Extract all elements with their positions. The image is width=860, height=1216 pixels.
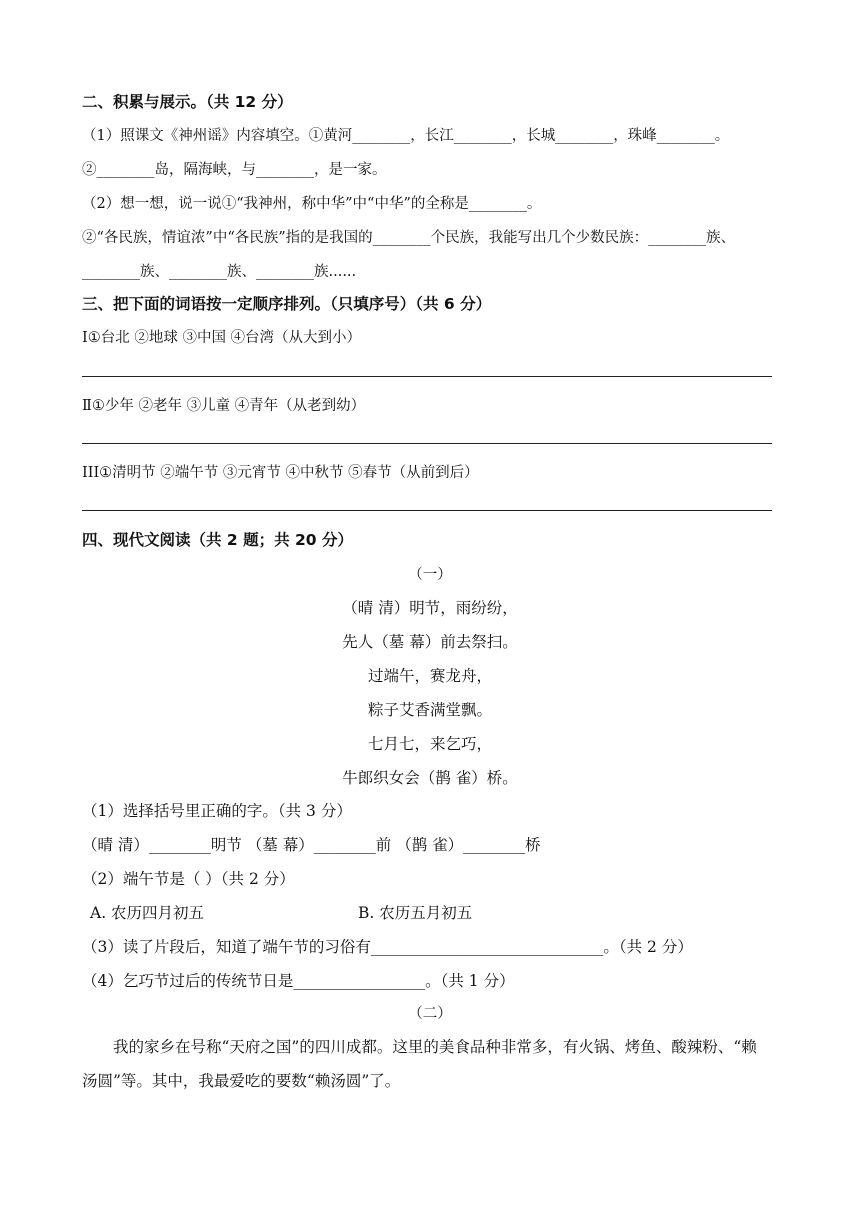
- ordering-item-1: Ⅰ①台北 ②地球 ③中国 ④台湾（从大到小）: [82, 330, 362, 346]
- poem-line-4: 粽子艾香满堂飘。: [367, 701, 492, 719]
- part-2-label: （二）: [408, 1006, 452, 1022]
- answer-line-2: [82, 443, 772, 444]
- ordering-item-3: III①清明节 ②端午节 ③元宵节 ④中秋节 ⑤春节（从前到后）: [82, 465, 479, 481]
- answer-line-3: [82, 510, 772, 511]
- section-2-line-3: （2）想一想，说一说①“我神州，称中华”中“中华”的全称是________。: [82, 196, 542, 212]
- answer-line-1: [82, 376, 772, 377]
- question-1: （1）选择括号里正确的字。（共 3 分）: [82, 802, 352, 820]
- section-2-line-2: ②________岛，隔海峡，与________，是一家。: [82, 162, 387, 178]
- question-4: （4）乞巧节过后的传统节日是_________________。（共 1 分）: [82, 972, 515, 990]
- question-3: （3）读了片段后，知道了端午节的习俗有______________________________。（共 2 分）: [82, 938, 693, 956]
- section-4-title: 四、现代文阅读（共 2 题；共 20 分）: [82, 531, 353, 549]
- reading-paragraph: 我的家乡在号称“天府之国”的四川成都。这里的美食品种非常多，有火锅、烤鱼、酸辣粉、“赖汤圆”等。其中，我最爱吃的要数“赖汤圆”了。: [82, 1038, 757, 1090]
- poem-line-3: 过端午，赛龙舟，: [367, 667, 492, 685]
- question-1-answers: （晴 清）________明节 （墓 幕）________前 （鹊 雀）________桥: [82, 836, 541, 854]
- section-2-line-1: （1）照课文《神州谣》内容填空。①黄河________，长江________，长城________，珠峰________。: [82, 128, 730, 144]
- question-2: （2）端午节是（ ）（共 2 分）: [82, 870, 295, 888]
- section-2-line-4: ②“各民族，情谊浓”中“各民族”指的是我国的________个民族，我能写出几个少数民族：________族、: [82, 230, 736, 246]
- option-a: A. 农历四月初五: [90, 904, 205, 922]
- poem-line-2: 先人（墓 幕）前去祭扫。: [342, 633, 518, 651]
- ordering-item-2: Ⅱ①少年 ②老年 ③儿童 ④青年（从老到幼）: [82, 398, 366, 414]
- option-b: B. 农历五月初五: [358, 904, 473, 922]
- section-3-title: 三、把下面的词语按一定顺序排列。（只填序号）（共 6 分）: [82, 295, 492, 313]
- poem-line-6: 牛郎织女会（鹊 雀）桥。: [342, 769, 518, 787]
- section-2-line-5: ________族、________族、________族......: [82, 264, 357, 280]
- poem-line-1: （晴 清）明节，雨纷纷，: [342, 599, 518, 617]
- section-2-title: 二、积累与展示。（共 12 分）: [82, 93, 293, 111]
- part-1-label: （一）: [408, 567, 452, 583]
- poem-line-5: 七月七，来乞巧，: [367, 735, 492, 753]
